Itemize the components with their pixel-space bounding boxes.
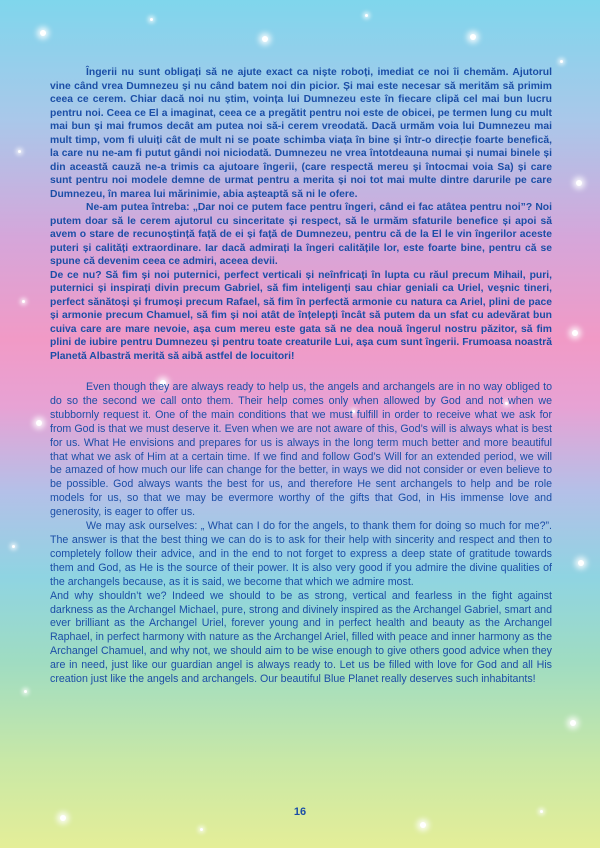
- page-number: 16: [293, 806, 307, 818]
- sparkle-decoration: [22, 300, 25, 303]
- romanian-paragraph-3: De ce nu? Să fim și noi puternici, perfect verticali și neînfricați în lupta cu răul precum Mihail, puri, puternici și inspirați divin precum Gabriel, să fim inteligenți sau chiar geniali ca Uriel, veșnic tineri, perfect sănătoși și frumoși precum Rafael, să fim în perfectă armonie cu natura ca Ariel, plini de pace și armonie precum Chamuel, să fim și noi atât de înțelepți încât să putem da un sfat cu adevărat bun cuiva care are mare nevoie, așa cum mereu este gata să ne dea nouă îngerul nostru păzitor, să fim plini de iubire pentru Dumnezeu și pentru toate creaturile Lui, așa cum sunt îngerii. Frumoasa noastră Planetă Albastră merită să aibă astfel de locuitori!: [50, 269, 552, 362]
- sparkle-decoration: [560, 60, 563, 63]
- sparkle-decoration: [470, 34, 476, 40]
- article-body: [50, 66, 552, 687]
- sparkle-decoration: [24, 690, 27, 693]
- sparkle-decoration: [578, 560, 584, 566]
- romanian-paragraph-2: Ne-am putea întreba: „Dar noi ce putem face pentru îngeri, când ei fac atâtea pentru noi”? Noi putem doar să le cerem ajutorul cu sinceritate și respect, să le urmăm sfaturile benefice și apoi să avem o stare de recunoștință față de ei și față de Dumnezeu, pentru că de la El le vin îngerilor aceste puteri și calități extraordinare. Iar dacă admirați la îngeri calitățile lor, este foarte bine, pentru că se spune că devenim ceea ce admiri, aceea devii.: [50, 202, 552, 267]
- romanian-paragraph-1: Îngerii nu sunt obligați să ne ajute exact ca niște roboți, imediat ce noi îi chemăm. Ajutorul vine când vrea Dumnezeu și nu când batem noi din picior. Și mai este necesar să merităm să primim ceea ce cerem. Chiar dacă noi nu știm, voința lui Dumnezeu este în fiecare clipă cel mai bun lucru pentru noi. Ceea ce El a imaginat, ceea ce a pregătit pentru noi este de obicei, pe termen lung cu mult mai bun și mai frumos decât am putea noi să-i cerem vreodată. Dacă urmăm voia lui Dumnezeu mai mult timp, vom fi uluiți cât de mult ni se poate schimba viața în bine și într-o direcție foarte benefică, la care nu ne-am fi putut gândi noi niciodată. Dumnezeu ne vrea întotdeauna numai și numai binele și din această cauză ne-a trimis ca ajutoare îngerii, (care respectă mereu și întocmai voia Sa) și care sunt pentru noi modele demne de urmat pentru a merita și noi tot mai multe dintre darurile pe care Dumnezeu, în marea lui mărinimie, abia așteaptă să ni le ofere.: [50, 67, 552, 200]
- sparkle-decoration: [18, 150, 21, 153]
- sparkle-decoration: [420, 822, 426, 828]
- english-paragraph-3: And why shouldn’t we? Indeed we should to be as strong, vertical and fearless in the fight against darkness as the Archangel Michael, pure, strong and divinely inspired as the Archangel Gabriel, smart and ever brilliant as the Archangel Uriel, forever young and in perfect health and beauty as the Archangel Raphael, in perfect harmony with nature as the Archangel Ariel, filled with peace and inner harmony as the Archangel Chamuel, and why not, we should aim to be wise enough to give others good advice when they are in need, just like our guardian angel is always ready to. Let us be filled with love for God and all His creation just like the angels and archangels. Our beautiful Blue Planet really deserves such inhabitants!: [50, 589, 552, 686]
- sparkle-decoration: [570, 720, 576, 726]
- sparkle-decoration: [36, 420, 42, 426]
- english-paragraph-2: We may ask ourselves: „ What can I do for the angels, to thank them for doing so much for me?”. The answer is that the best thing we can do is to ask for their help with sincerity and respect and then to completely follow their advice, and in the end to not forget to express a deep state of gratitude towards them and God, as He is the source of their power. It is also very good if you admire the divine qualities of the archangels because, as it is said, we become that which we admire most.: [50, 520, 552, 588]
- section-divider: [50, 363, 552, 381]
- sparkle-decoration: [40, 30, 46, 36]
- sparkle-decoration: [150, 18, 153, 21]
- english-paragraph-1: Even though they are always ready to help us, the angels and archangels are in no way obliged to do so the second we call onto them. Their help comes only when allowed by God and not when we stubbornly request it. One of the main conditions that we must fulfill in order to receive what we ask for from God is that we must deserve it. Even when we are not aware of this, God’s will is always what is best for us. What He envisions and prepares for us is always in the long term much better and more beautiful that what we ask of Him at a certain time. If we find and follow God’s Will for an extended period, we will be amazed of how much our life can change for the better, in ways we did not consider or even believe to be possible. God always wants the best for us, and therefore He sent archangels to help and be role models for us, so that we may be evermore worthy of the gifts that God, in His immense love and generosity, is eager to offer us.: [50, 381, 552, 519]
- sparkle-decoration: [365, 14, 368, 17]
- sparkle-decoration: [576, 180, 582, 186]
- sparkle-decoration: [572, 330, 578, 336]
- sparkle-decoration: [12, 545, 15, 548]
- sparkle-decoration: [200, 828, 203, 831]
- sparkle-decoration: [262, 36, 268, 42]
